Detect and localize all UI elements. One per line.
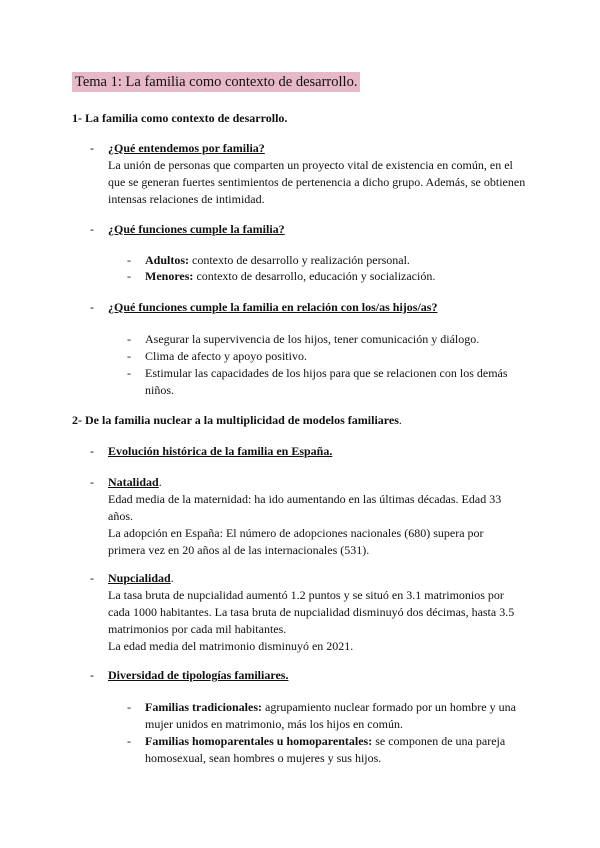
nupcialidad-block: - Nupcialidad. La tasa bruta de nupcialidad aumentó 1.2 puntos y se situó en 3.1 matrimonios por cada 1000 habitantes. La tasa bruta de nupcialidad disminuyó dos décimas, hasta 3.5 matrimonios por cada mil habitantes. La edad media del matrimonio disminuyó en 2021. [108,570,523,655]
natalidad-line2: La adopción en España: El número de adopciones nacionales (680) supera por primera vez en 20 años al de las internacionales (531). [108,526,484,557]
diversidad-heading: Diversidad de tipologías familiares. [108,668,289,682]
bullet-dash: - [127,253,131,267]
natalidad-heading: Natalidad [108,475,159,489]
q1-text: La unión de personas que comparten un proyecto vital de existencia en común, en el que se generan fuertes sentimientos de pertenencia a dicho grupo. Además, se obtienen intensas relaciones de intimidad. [108,158,526,206]
diversidad-block [90,667,528,684]
q1-heading: ¿Qué entendemos por familia? [108,141,265,155]
q3-item: - Asegurar la supervivencia de los hijos, tener comunicación y diálogo. [127,332,480,346]
q1-block [90,140,528,208]
section-2-heading: 2- De la familia nuclear a la multiplicidad de modelos familiares. [72,413,402,427]
q3-heading: ¿Qué funciones cumple la familia en relación con los/as hijos/as? [108,300,438,314]
bullet-dash: - [90,141,94,155]
natalidad-line1: Edad media de la maternidad: ha ido aumentando en las últimas décadas. Edad 33 años. [108,492,502,523]
diversidad-item-homoparentales: - Familias homoparentales u homoparentales: se componen de una pareja homosexual, sean hombres o mujeres y sus hijos. [127,734,506,765]
q2-heading: ¿Qué funciones cumple la familia? [108,222,285,236]
bullet-dash: - [127,700,131,714]
bullet-dash: - [90,444,94,458]
bullet-dash: - [127,734,131,748]
q2-block [90,221,528,238]
natalidad-block: - Natalidad. Edad media de la maternidad: ha ido aumentando en las últimas décadas. Edad 33 años. La adopción en España: El número de adopciones nacionales (680) supera por primera vez en 20 años al de las internacionales (531). [108,474,513,559]
bullet-dash: - [90,668,94,682]
bullet-dash: - [90,300,94,314]
bullet-dash: - [127,332,131,346]
evolucion-heading: Evolución histórica de la familia en España. [108,444,333,458]
section-1-heading: 1- La familia como contexto de desarrollo. [72,111,288,125]
bullet-dash: - [127,269,131,283]
bullet-dash: - [90,222,94,236]
nupcialidad-line1: La tasa bruta de nupcialidad aumentó 1.2 puntos y se situó en 3.1 matrimonios por cada 1000 habitantes. La tasa bruta de nupcialidad disminuyó dos décimas, hasta 3.5 matrimonios por cada mil habitantes. [108,588,515,636]
document-title: Tema 1: La familia como contexto de desarrollo. [72,72,360,92]
bullet-dash: - [127,366,131,380]
q3-item: - Clima de afecto y apoyo positivo. [127,349,307,363]
bullet-dash: - [90,571,94,585]
nupcialidad-line2: La edad media del matrimonio disminuyó en 2021. [108,639,354,653]
q3-block [90,299,528,316]
evolucion-block [90,443,528,460]
diversidad-item-tradicionales: - Familias tradicionales: agrupamiento nuclear formado por un hombre y una mujer unidos en matrimonio, más los hijos en común. [127,700,516,731]
bullet-dash: - [90,475,94,489]
q2-item-adultos: - Adultos: contexto de desarrollo y realización personal. [127,253,410,267]
q2-item-menores: - Menores: contexto de desarrollo, educación y socialización. [127,269,436,283]
bullet-dash: - [127,349,131,363]
q3-item: - Estimular las capacidades de los hijos para que se relacionen con los demás niños. [127,366,508,397]
nupcialidad-heading: Nupcialidad [108,571,171,585]
